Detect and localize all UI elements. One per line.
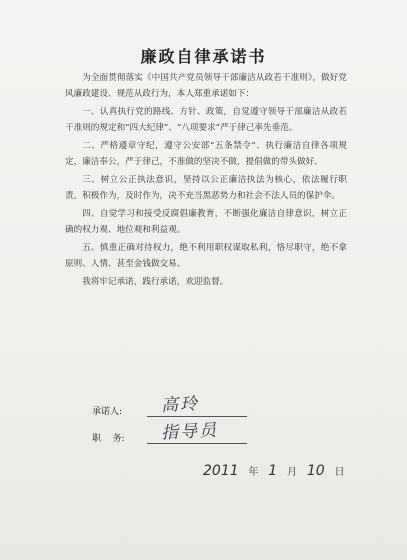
closing-paragraph: 我将牢记承诺，践行承诺，欢迎监督。 [82,277,229,287]
date-day-unit: 日 [334,467,345,478]
handwritten-date [203,463,345,479]
date-month-unit: 月 [287,467,298,478]
clause-3-paragraph: 三、树立公正执法意识，坚持以公正廉洁执法为核心，依法履行职责，积极作为，及时作为，决不充当黑恶势力和社会不法人员的保护伞。 [65,175,347,201]
promiser-label: 承诺人: [92,407,123,417]
date-day: 10 [306,463,325,479]
clause-4-paragraph: 四、自觉学习和接受反腐倡廉教育，不断强化廉洁自律意识，树立正确的权力观、地位观和利益观。 [65,209,347,235]
date-year-unit: 年 [248,467,259,478]
clause-2-paragraph: 二、严格遵章守纪，遵守公安部“五条禁令”、执行廉洁自律各项规定，廉洁奉公，严于律己，不准做的坚决不做，提倡做的带头做好。 [65,141,347,167]
promiser-row [92,396,247,417]
date-month: 1 [268,463,278,479]
document-title: 廉政自律承诺书 [140,47,267,66]
promiser-signature-line [147,396,247,417]
date-year: 2011 [203,463,239,479]
intro-paragraph: 为全面贯彻落实《中国共产党员领导干部廉洁从政若干准则》，做好党风廉政建设、规范从政行为，本人郑重承诺如下： [65,73,347,99]
position-row [92,420,247,444]
document-body [65,70,347,292]
clause-1-paragraph: 一、认真执行党的路线、方针、政策，自觉遵守领导干部廉洁从政若干准则的规定和“四大纪律”、“八项要求”严于律己率先垂范。 [65,107,347,133]
clause-5-paragraph: 五、慎重正确对待权力，绝不利用职权谋取私利，恪尽职守，绝不拿原则、人情、甚至金钱做交易。 [65,243,347,269]
position-handwritten-value: 指导员 [160,420,219,444]
promiser-handwritten-name: 高玲 [160,394,200,416]
position-signature-line [147,420,247,444]
position-label: 职 务: [92,434,125,444]
